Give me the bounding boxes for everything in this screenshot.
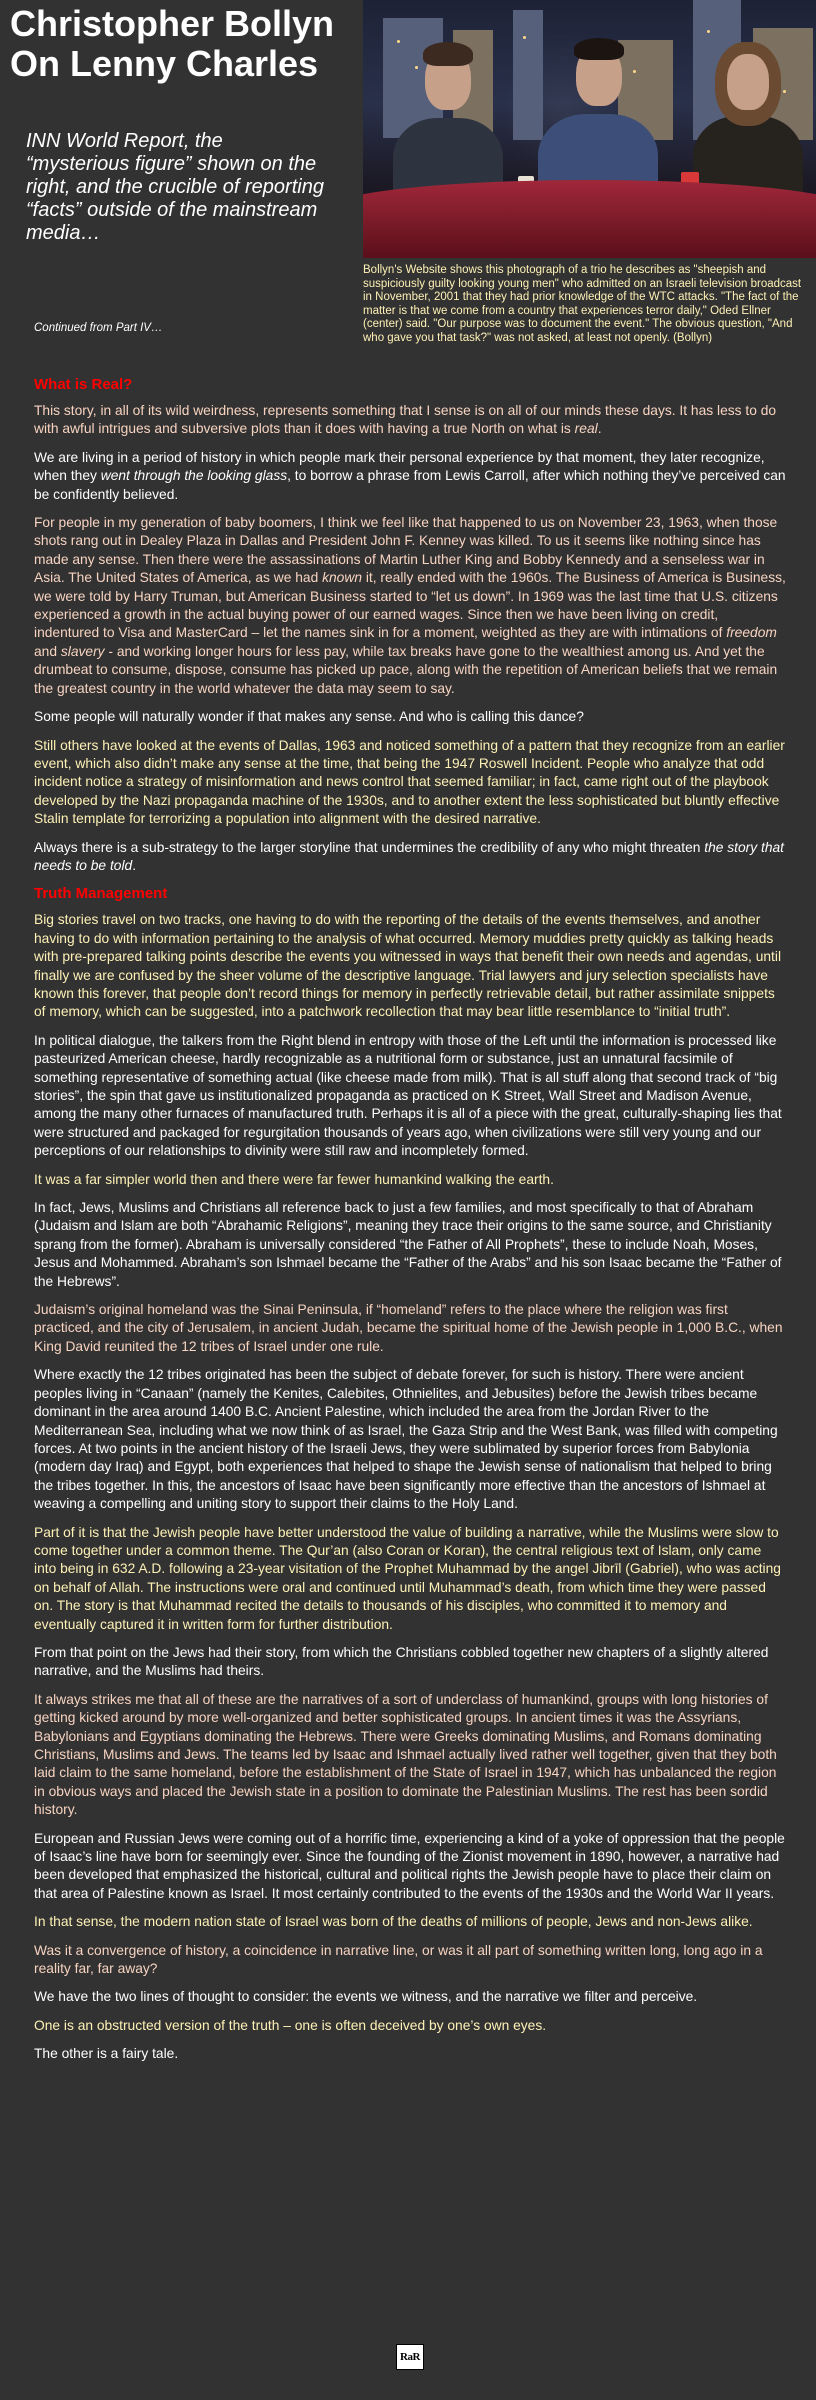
emphasis: the story that needs to be told bbox=[34, 839, 785, 873]
paragraph: From that point on the Jews had their story, from which the Christians cobbled together new chapters of a slightly altered narrative, and the Muslims had theirs. bbox=[34, 1644, 769, 1679]
paragraph: Part of it is that the Jewish people have better understood the value of building a narrative, while the Muslims were slow to come together under a common theme. The Qur’an (also Coran or Koran), the central religious text of Islam, only came into being in 632 A.D. following a 23-year visitation of the Prophet Muhammad by the angel Jibrīl (Gabriel), who was acting on behalf of Allah. The instructions were oral and continued until Muhammad’s death, from which time they were passed on. The story is that Muhammad recited the details to thousands of his disciples, who committed it to memory and eventually captured it in written form for further distribution. bbox=[34, 1524, 781, 1632]
paragraph: Some people will naturally wonder if that makes any sense. And who is calling this dance? bbox=[34, 709, 584, 725]
paragraph: For people in my generation of baby boomers, I think we feel like that happened to us on November 23, 1963, when those shots rang out in Dealey Plaza in Dallas and President John F. Kenney was killed. To us it seems like nothing since has made any sense. Then there were the assassinations of Martin Luther King and Bobby Kennedy and a senseless war in Asia. The United States of America, as we had known it, really ended with the 1960s. The Business of America is Business, we were told by Harry Truman, but American Business started to “let us down”. In 1969 was the last time that U.S. citizens experienced a growth in the actual buying power of our earned wages. Since then we have been living on credit, indentured to Visa and MasterCard – let the names sink in for a moment, weighted as they are with intimations of freedom and slavery - and working longer hours for less pay, while tax breaks have gone to the wealthiest among us. And yet the drumbeat to consume, dispose, consume has picked up pace, along with the repetition of American beliefs that we remain the greatest country in the world whatever the data may seem to say. bbox=[34, 515, 786, 696]
paragraph: Big stories travel on two tracks, one having to do with the reporting of the details of the events themselves, and another having to do with information pertaining to the analysis of what occurred. Memory muddies pretty quickly as talking heads with pre-prepared talking points describe the events you witnessed in ways that benefit their own needs and agendas, until finally we are confused by the sheer volume of the descriptive language. Trial lawyers and jury selection specialists have known this forever, that people don’t record things for memory in perfectly retrievable detail, but rather assimilate snippets of memory, which can be suggested, into a patchwork recollection that may bear little resemblance to “initial truth”. bbox=[34, 912, 782, 1020]
page-subtitle: INN World Report, the “mysterious figure” shown on the right, and the crucible of reporting “facts” outside of the mainstream media… bbox=[26, 130, 324, 244]
footer-logo[interactable] bbox=[396, 2344, 424, 2370]
paragraph: The other is a fairy tale. bbox=[34, 2046, 179, 2062]
news-photo bbox=[363, 0, 816, 258]
photo-caption: Bollyn's Website shows this photograph of a trio he describes as "sheepish and suspiciously guilty looking young men" who admitted on an Israeli television broadcast in November, 2001 that they had prior knowledge of the WTC attacks. "The fact of the matter is that we come from a country that experiences terror daily," Oded Ellner (center) said. "Our purpose was to document the event." The obvious question, "And who gave you that task?" was not asked, at least not openly. (Bollyn) bbox=[363, 264, 802, 344]
section-heading: What is Real? bbox=[34, 376, 133, 393]
paragraph: In that sense, the modern nation state of Israel was born of the deaths of millions of people, Jews and non-Jews alike. bbox=[34, 1914, 753, 1930]
paragraph: Always there is a sub-strategy to the larger storyline that undermines the credibility of any who might threaten the story that needs to be told. bbox=[34, 839, 785, 873]
emphasis: freedom bbox=[726, 625, 777, 641]
paragraph: One is an obstructed version of the truth – one is often deceived by one’s own eyes. bbox=[34, 2017, 547, 2033]
paragraph: European and Russian Jews were coming out of a horrific time, experiencing a kind of a yoke of oppression that the people of Isaac’s line have born for seemingly ever. Since the founding of the Zionist movement in 1890, however, a narrative had been developed that emphasized the historical, cultural and political rights the Jewish people have to place their claim on that area of Palestine known as Israel. It most certainly contributed to the events of the 1930s and the World War II years. bbox=[34, 1830, 785, 1901]
section-heading: Truth Management bbox=[34, 885, 168, 903]
article-body bbox=[34, 376, 786, 2074]
emphasis: slavery bbox=[60, 643, 105, 659]
paragraph: Judaism’s original homeland was the Sinai Peninsula, if “homeland” refers to the place where the religion was first practiced, and the city of Jerusalem, in ancient Judah, became the spiritual home of the Jewish people in 1,000 B.C., when King David reunited the 12 tribes of Israel under one rule. bbox=[34, 1302, 783, 1354]
paragraph: This story, in all of its wild weirdness, represents something that I sense is on all of our minds these days. It has less to do with awful intrigues and subversive plots than it does with having a true North on what is real. bbox=[34, 403, 777, 437]
paragraph: It always strikes me that all of these are the narratives of a sort of underclass of humankind, groups with long histories of getting kicked around by more well-organized and better sophisticated groups. In ancient times it was the Assyrians, Babylonians and Egyptians dominating the Hebrews. There were Greeks dominating Muslims, and Romans dominating Christians, Muslims and Jews. The teams led by Isaac and Ishmael actually lived rather well together, given that they both laid claim to the same homeland, before the establishment of the State of Israel in 1947, which has unbalanced the region in obvious ways and placed the Jewish state in a position to dominate the Palestinian Muslims. The rest has been sordid history. bbox=[34, 1691, 777, 1818]
paragraph: We are living in a period of history in which people mark their personal experience by that moment, they later recognize, when they went through the looking glass, to borrow a phrase from Lewis Carroll, after which nothing they’ve perceived can be confidently believed. bbox=[34, 449, 786, 502]
desk bbox=[363, 180, 816, 258]
paragraph: In political dialogue, the talkers from the Right blend in entropy with those of the Left until the information is processed like pasteurized American cheese, hardly recognizable as a nutritional form or substance, just an unnatural facsimile of something representative of something actual (like cheese made from milk). That is all stuff along that second track of “big stories”, the spin that gave us institutionalized propaganda as practiced on K Street, Wall Street and Madison Avenue, among the many other furnaces of manufactured truth. Perhaps it is all of a piece with the great, culturally-shaping lies that were structured and packaged for regurgitation thousands of years ago, when civilizations were still very young and our perceptions of our relationships to divinity were still raw and incompletely formed. bbox=[34, 1032, 782, 1159]
paragraph: We have the two lines of thought to consider: the events we witness, and the narrative we filter and perceive. bbox=[34, 1989, 698, 2005]
paragraph: Where exactly the 12 tribes originated has been the subject of debate forever, for such is history. There were ancient peoples living in “Canaan” (namely the Kenites, Calebites, Othnielites, and Jebusites) before the Jewish tribes became dominant in the area around 1400 B.C. Ancient Palestine, which included the area from the Jordan River to the Mediterranean Sea, including what we now think of as Israel, the Gaza Strip and the West Bank, was filled with competing forces. At two points in the ancient history of the Israeli Jews, they were sublimated by superior forces from Babylonia (modern day Iraq) and Egypt, both experiences that helped to shape the Jewish sense of nationalism that helped to bring the tribes together. In this, the ancestors of Isaac have been significantly more effective than the ancestors of Ishmael at weaving a compelling and uniting story to support their claims to the Holy Land. bbox=[34, 1367, 778, 1512]
page-title: Christopher Bollyn On Lenny Charles bbox=[10, 3, 335, 84]
paragraph: Still others have looked at the events of Dallas, 1963 and noticed something of a pattern that they recognize from an earlier event, which also didn’t make any sense at the time, that being the 1947 Roswell Incident. People who analyze that odd incident notice a strategy of misinformation and news control that seemed familiar; in fact, came right out of the playbook developed by the Nazi propaganda machine of the 1930s, and to another extent the less sophisticated but bluntly effective Stalin template for terrorizing a population into alignment with the desired narrative. bbox=[34, 737, 785, 827]
emphasis: went through the looking glass bbox=[100, 468, 288, 484]
logo-text: RaR bbox=[400, 2351, 420, 2363]
paragraph: It was a far simpler world then and there were far fewer humankind walking the earth. bbox=[34, 1171, 554, 1187]
continued-note: Continued from Part IV… bbox=[34, 322, 163, 334]
emphasis: known bbox=[322, 570, 362, 586]
paragraph: In fact, Jews, Muslims and Christians all reference back to just a few families, and most specifically to that of Abraham (Judaism and Islam are both “Abrahamic Religions”, meaning they trace their origins to the same source, and Christianity sprang from the former). Abraham is universally considered “the Father of All Prophets”, these to include Noah, Moses, Jesus and Mohammed. Abraham’s son Ishmael became the “Father of the Arabs” and his son Isaac became the “Father of the Hebrews”. bbox=[34, 1200, 782, 1289]
paragraph: Was it a convergence of history, a coincidence in narrative line, or was it all part of something written long, long ago in a reality far, far away? bbox=[34, 1942, 763, 1977]
emphasis: real bbox=[574, 421, 598, 437]
